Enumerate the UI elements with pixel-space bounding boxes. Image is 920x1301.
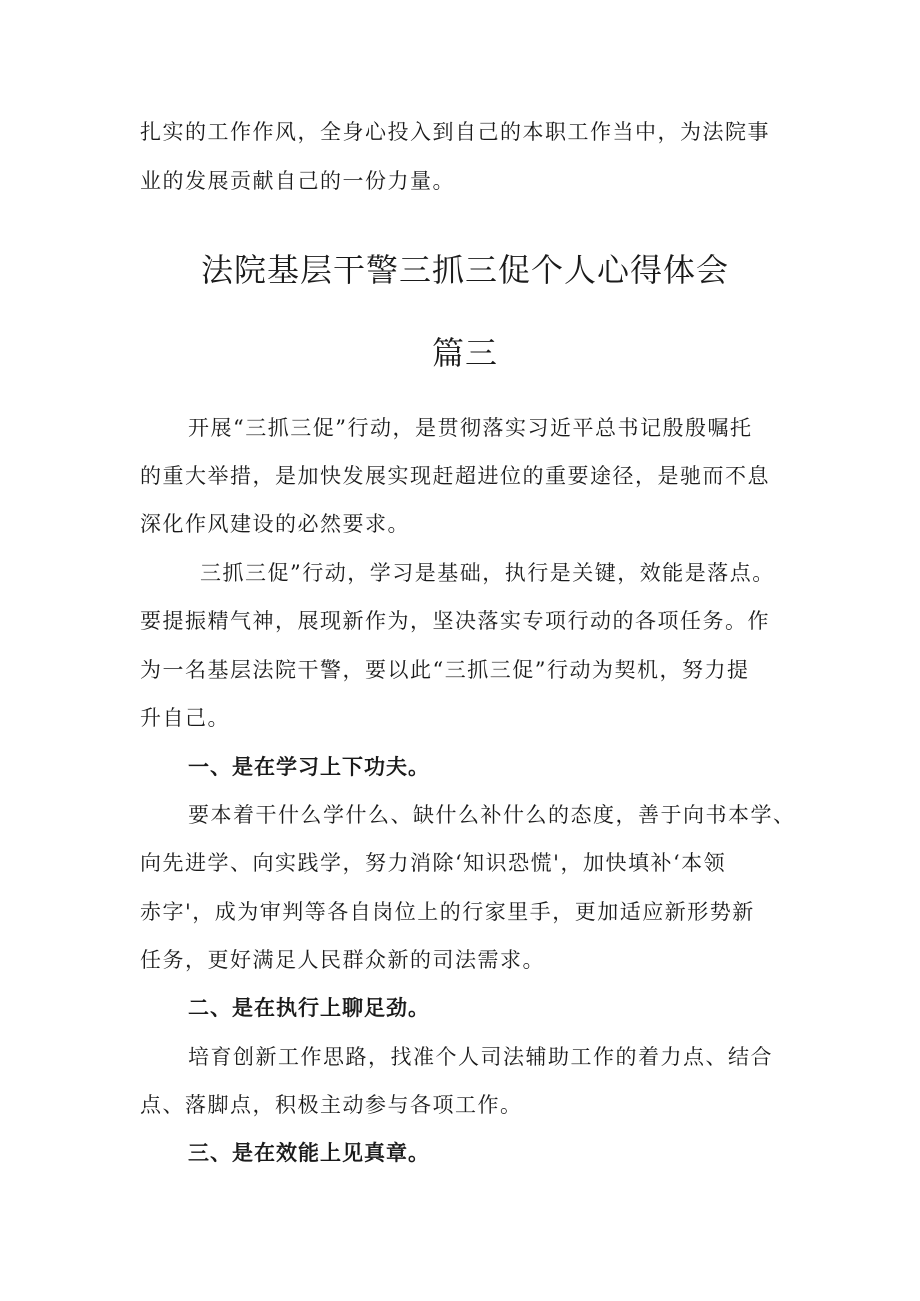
section-3-heading: 三、是在效能上见真章。 bbox=[188, 1141, 430, 1165]
section-1-heading: 一、是在学习上下功夫。 bbox=[188, 755, 430, 779]
paragraph-2-line-1: 三抓三促”行动，学习是基础，执行是关键，效能是落点。 bbox=[200, 561, 775, 585]
document-title: 法院基层干警三抓三促个人心得体会 bbox=[200, 251, 729, 289]
section-1-line-1: 要本着干什么学什么、缺什么补什么的态度，善于向书本学、 bbox=[188, 803, 796, 827]
section-1-line-2: 向先进学、向实践学，努力消除‘知识恐慌'，加快填补‘本领 bbox=[140, 851, 727, 875]
prev-paragraph-line-1: 扎实的工作作风，全身心投入到自己的本职工作当中，为法院事 bbox=[140, 120, 770, 144]
section-1-line-3: 赤字'，成为审判等各自岗位上的行家里手，更加适应新形势新 bbox=[140, 900, 755, 924]
paragraph-1-line-2: 的重大举措，是加快发展实现赶超进位的重要途径，是驰而不息 bbox=[140, 464, 770, 488]
prev-paragraph-line-2: 业的发展贡献自己的一份力量。 bbox=[140, 169, 455, 193]
paragraph-2-line-4: 升自己。 bbox=[140, 706, 230, 730]
section-1-line-4: 任务，更好满足人民群众新的司法需求。 bbox=[140, 948, 545, 972]
section-2-heading: 二、是在执行上聊足劲。 bbox=[188, 996, 430, 1020]
document-subtitle: 篇三 bbox=[431, 334, 498, 372]
paragraph-2-line-3: 为一名基层法院干警，要以此“三抓三促”行动为契机，努力提 bbox=[140, 658, 750, 682]
paragraph-1-line-1: 开展“三抓三促”行动，是贯彻落实习近平总书记殷殷嘱托 bbox=[188, 416, 753, 440]
paragraph-2-line-2: 要提振精气神，展现新作为，坚决落实专项行动的各项任务。作 bbox=[140, 609, 770, 633]
paragraph-1-line-3: 深化作风建设的必然要求。 bbox=[140, 512, 410, 536]
section-2-line-2: 点、落脚点，积极主动参与各项工作。 bbox=[140, 1093, 523, 1117]
section-2-line-1: 培育创新工作思路，找准个人司法辅助工作的着力点、结合 bbox=[188, 1045, 773, 1069]
